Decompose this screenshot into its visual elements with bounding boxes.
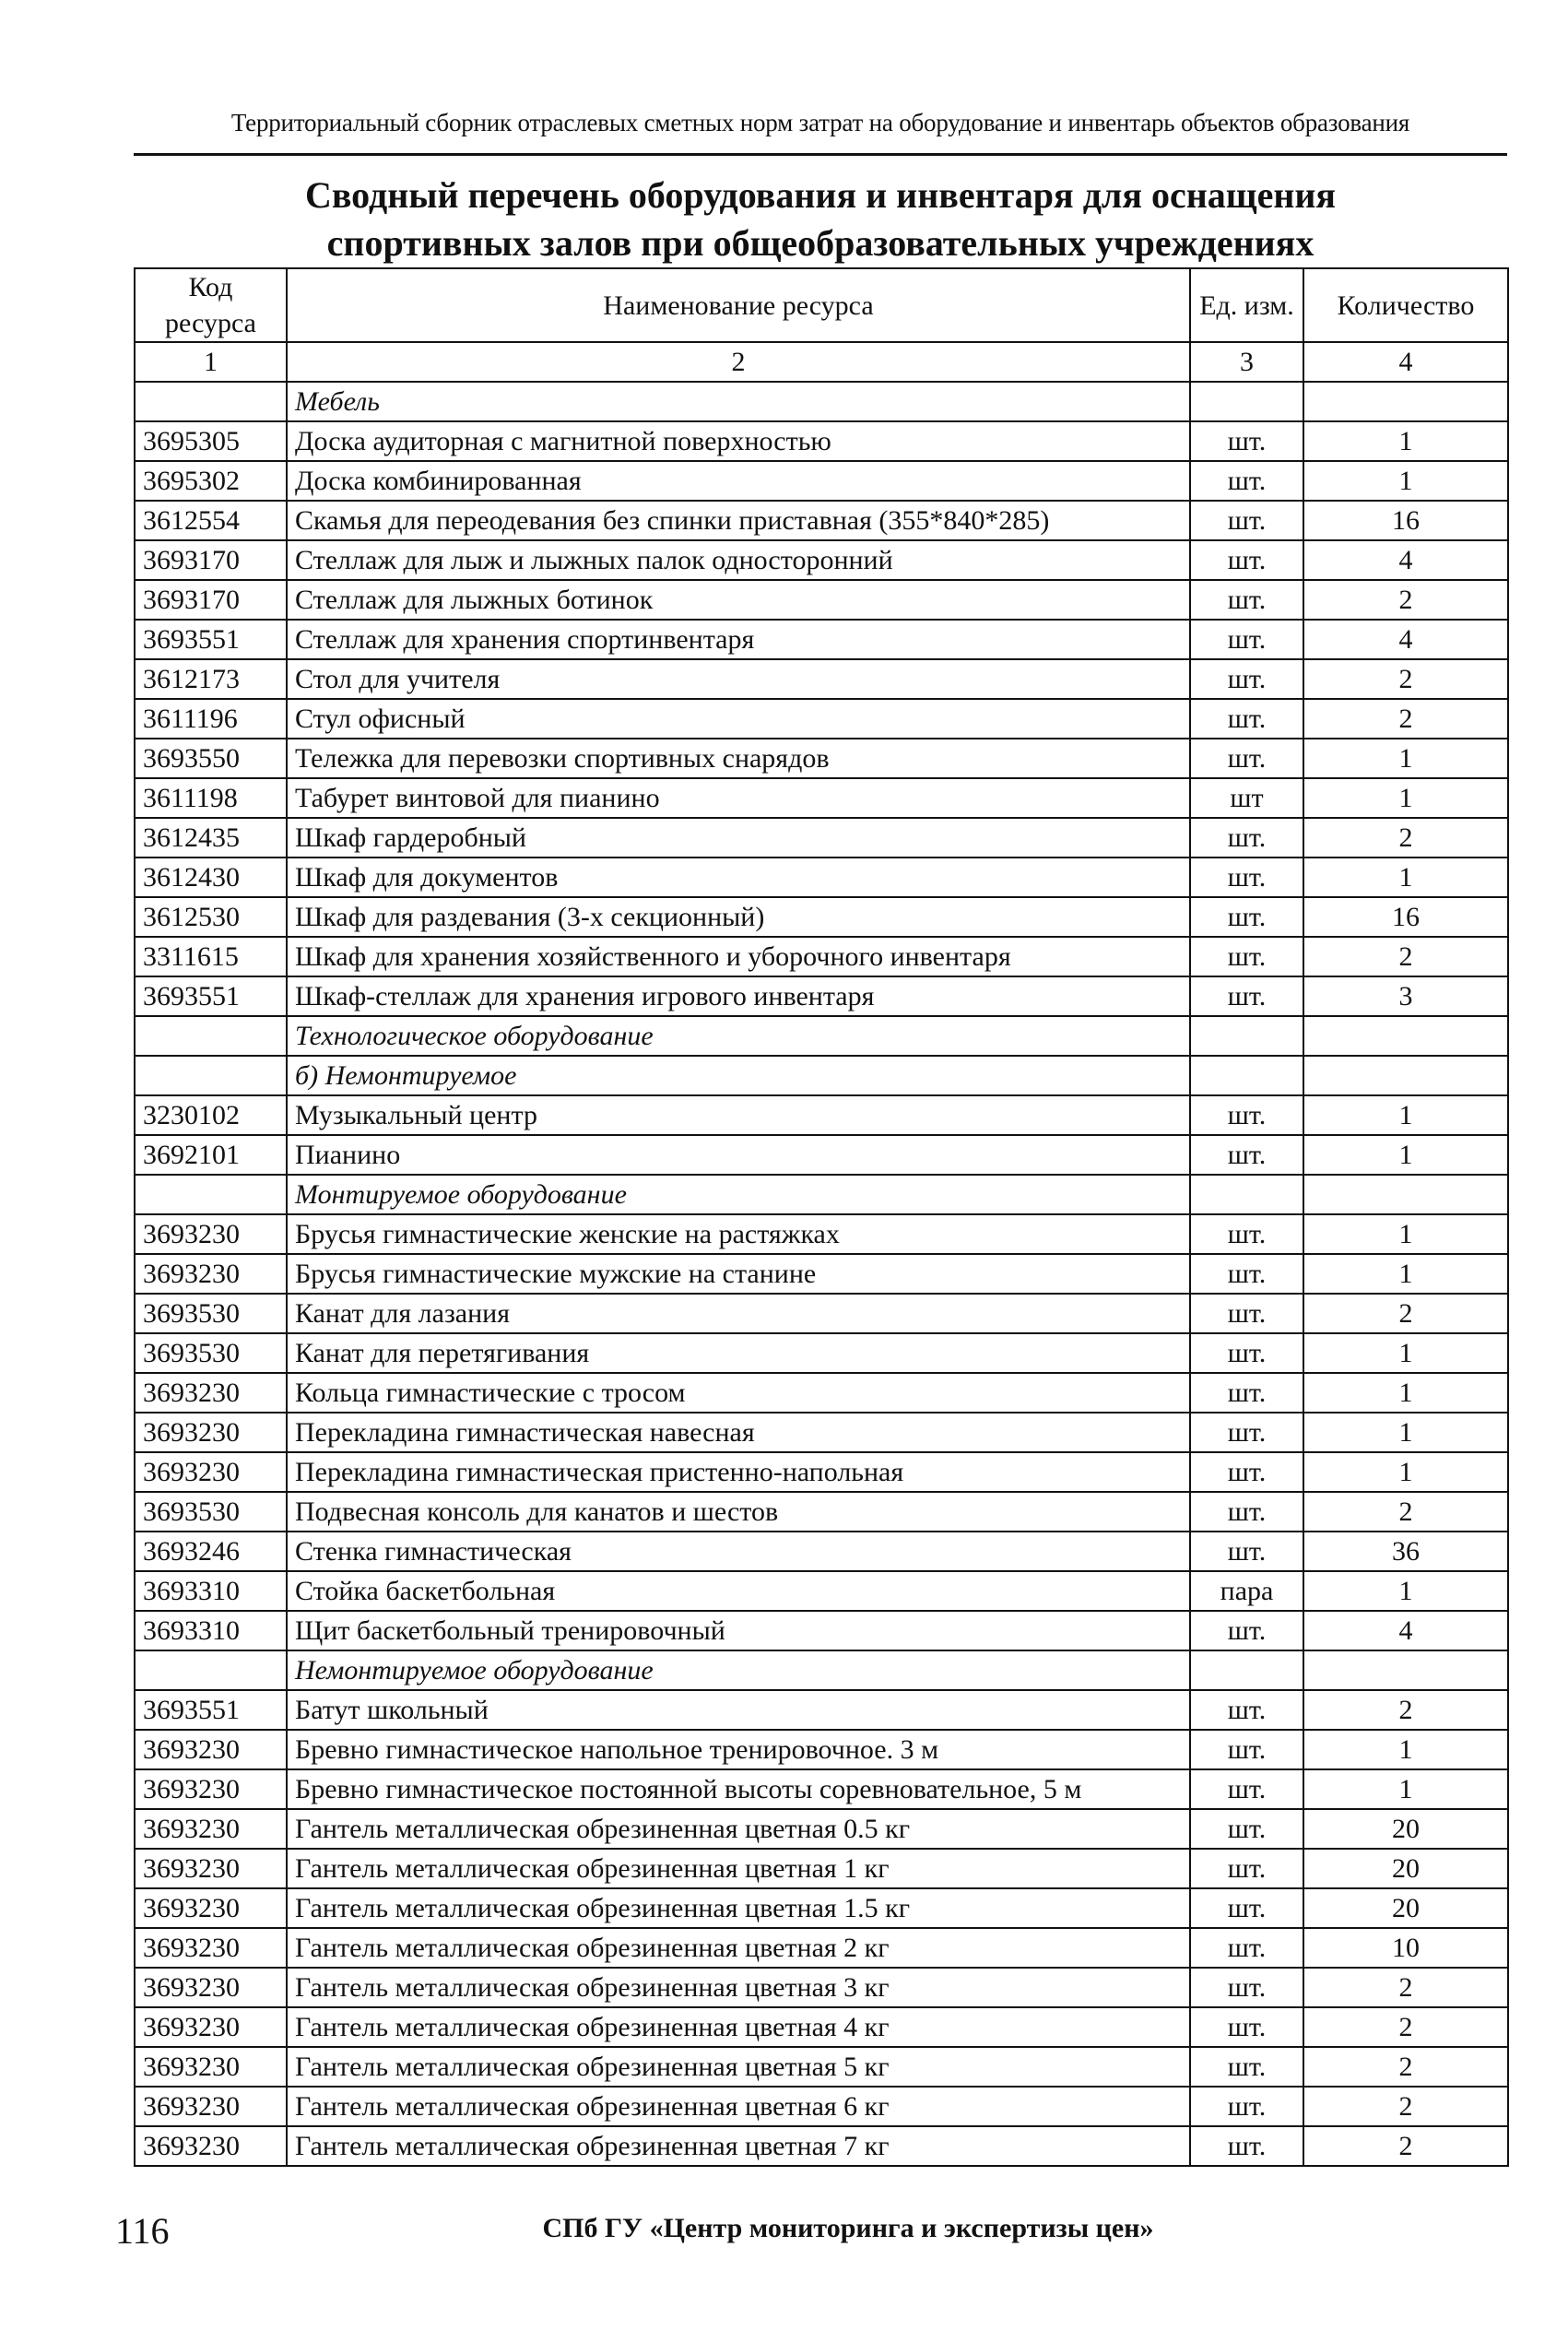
- resource-name: Шкаф для документов: [287, 858, 1190, 897]
- column-number: 4: [1303, 342, 1508, 382]
- resource-name: Гантель металлическая обрезиненная цветная 0.5 кг: [287, 1809, 1190, 1849]
- section-unit-cell: [1190, 1650, 1303, 1690]
- quantity-cell: 1: [1303, 1214, 1508, 1254]
- resource-name: Канат для лазания: [287, 1294, 1190, 1333]
- resource-code: 3693530: [135, 1492, 287, 1532]
- resource-code: 3693530: [135, 1294, 287, 1333]
- resource-name: Бревно гимнастическое напольное тренировочное. 3 м: [287, 1730, 1190, 1769]
- table-row: [135, 858, 1508, 897]
- quantity-cell: 1: [1303, 1095, 1508, 1135]
- quantity-cell: 1: [1303, 1135, 1508, 1175]
- section-code-cell: [135, 1650, 287, 1690]
- quantity-cell: 4: [1303, 620, 1508, 659]
- unit-cell: шт.: [1190, 461, 1303, 501]
- unit-cell: шт.: [1190, 1769, 1303, 1809]
- section-row: [135, 1175, 1508, 1214]
- section-qty-cell: [1303, 1056, 1508, 1095]
- resource-code: 3693230: [135, 1849, 287, 1888]
- quantity-cell: 2: [1303, 2126, 1508, 2166]
- resource-name: Шкаф для хранения хозяйственного и уборочного инвентаря: [287, 937, 1190, 976]
- table-row: [135, 1809, 1508, 1849]
- resource-code: 3693551: [135, 620, 287, 659]
- unit-cell: шт.: [1190, 2007, 1303, 2047]
- resource-name: Музыкальный центр: [287, 1095, 1190, 1135]
- quantity-cell: 2: [1303, 1294, 1508, 1333]
- unit-cell: шт.: [1190, 501, 1303, 540]
- unit-cell: шт.: [1190, 620, 1303, 659]
- column-number: 1: [135, 342, 287, 382]
- unit-cell: шт.: [1190, 739, 1303, 778]
- unit-cell: шт.: [1190, 2087, 1303, 2126]
- resource-name: Канат для перетягивания: [287, 1333, 1190, 1373]
- resource-name: Батут школьный: [287, 1690, 1190, 1730]
- table-row: [135, 1769, 1508, 1809]
- table-row: [135, 1214, 1508, 1254]
- section-title: Монтируемое оборудование: [287, 1175, 1190, 1214]
- quantity-cell: 1: [1303, 1452, 1508, 1492]
- unit-cell: шт.: [1190, 2047, 1303, 2087]
- section-qty-cell: [1303, 382, 1508, 421]
- resource-name: Шкаф для раздевания (3-х секционный): [287, 897, 1190, 937]
- section-code-cell: [135, 1056, 287, 1095]
- quantity-cell: 36: [1303, 1532, 1508, 1571]
- table-row: [135, 540, 1508, 580]
- resource-code: 3693230: [135, 2087, 287, 2126]
- table-row: [135, 2007, 1508, 2047]
- unit-cell: шт.: [1190, 1888, 1303, 1928]
- table-row: [135, 1135, 1508, 1175]
- table-row: [135, 937, 1508, 976]
- table-row: [135, 2087, 1508, 2126]
- quantity-cell: 16: [1303, 501, 1508, 540]
- section-unit-cell: [1190, 1016, 1303, 1056]
- resource-code: 3693230: [135, 1452, 287, 1492]
- table-row: [135, 2047, 1508, 2087]
- unit-cell: шт.: [1190, 1492, 1303, 1532]
- quantity-cell: 3: [1303, 976, 1508, 1016]
- quantity-cell: 16: [1303, 897, 1508, 937]
- quantity-cell: 2: [1303, 659, 1508, 699]
- document-title: [134, 172, 1507, 267]
- unit-cell: шт.: [1190, 976, 1303, 1016]
- table-row: [135, 1254, 1508, 1294]
- resource-code: 3693230: [135, 1888, 287, 1928]
- table-row: [135, 818, 1508, 858]
- resource-code: 3612530: [135, 897, 287, 937]
- table-row: [135, 1690, 1508, 1730]
- quantity-cell: 4: [1303, 1611, 1508, 1650]
- table-row: [135, 1532, 1508, 1571]
- quantity-cell: 1: [1303, 461, 1508, 501]
- resource-code: 3693230: [135, 1214, 287, 1254]
- quantity-cell: 4: [1303, 540, 1508, 580]
- resource-code: 3692101: [135, 1135, 287, 1175]
- resource-name: Подвесная консоль для канатов и шестов: [287, 1492, 1190, 1532]
- unit-cell: шт.: [1190, 1611, 1303, 1650]
- unit-cell: шт.: [1190, 421, 1303, 461]
- table-row: [135, 976, 1508, 1016]
- quantity-cell: 2: [1303, 2007, 1508, 2047]
- quantity-cell: 1: [1303, 1373, 1508, 1413]
- resource-name: Брусья гимнастические мужские на станине: [287, 1254, 1190, 1294]
- resource-name: Гантель металлическая обрезиненная цветная 6 кг: [287, 2087, 1190, 2126]
- resource-code: 3695302: [135, 461, 287, 501]
- quantity-cell: 1: [1303, 1730, 1508, 1769]
- quantity-cell: 1: [1303, 858, 1508, 897]
- unit-cell: шт: [1190, 778, 1303, 818]
- section-code-cell: [135, 1175, 287, 1214]
- quantity-cell: 2: [1303, 699, 1508, 739]
- quantity-cell: 2: [1303, 580, 1508, 620]
- section-code-cell: [135, 1016, 287, 1056]
- section-qty-cell: [1303, 1650, 1508, 1690]
- resource-name: Тележка для перевозки спортивных снарядов: [287, 739, 1190, 778]
- table-row: [135, 699, 1508, 739]
- resource-name: Скамья для переодевания без спинки приставная (355*840*285): [287, 501, 1190, 540]
- resource-code: 3693230: [135, 1928, 287, 1968]
- resource-code: 3693230: [135, 2047, 287, 2087]
- section-row: [135, 1016, 1508, 1056]
- table-row: [135, 1452, 1508, 1492]
- quantity-cell: 20: [1303, 1809, 1508, 1849]
- quantity-cell: 2: [1303, 818, 1508, 858]
- unit-cell: шт.: [1190, 937, 1303, 976]
- resource-name: Гантель металлическая обрезиненная цветная 3 кг: [287, 1968, 1190, 2007]
- table-row: [135, 2126, 1508, 2166]
- table-row: [135, 1968, 1508, 2007]
- unit-cell: шт.: [1190, 1095, 1303, 1135]
- unit-cell: шт.: [1190, 818, 1303, 858]
- resource-name: Брусья гимнастические женские на растяжках: [287, 1214, 1190, 1254]
- column-number: 3: [1190, 342, 1303, 382]
- section-title: Немонтируемое оборудование: [287, 1650, 1190, 1690]
- section-title: Мебель: [287, 382, 1190, 421]
- resource-code: 3612554: [135, 501, 287, 540]
- publisher-footer: СПб ГУ «Центр мониторинга и экспертизы цен»: [542, 2213, 1154, 2243]
- section-code-cell: [135, 382, 287, 421]
- quantity-cell: 2: [1303, 1492, 1508, 1532]
- unit-cell: шт.: [1190, 1214, 1303, 1254]
- section-unit-cell: [1190, 382, 1303, 421]
- resource-code: 3230102: [135, 1095, 287, 1135]
- section-row: [135, 382, 1508, 421]
- resource-name: Кольца гимнастические с тросом: [287, 1373, 1190, 1413]
- resource-name: Стеллаж для хранения спортинвентаря: [287, 620, 1190, 659]
- quantity-cell: 2: [1303, 937, 1508, 976]
- quantity-cell: 1: [1303, 1413, 1508, 1452]
- table-row: [135, 461, 1508, 501]
- table-row: [135, 1413, 1508, 1452]
- resource-name: Табурет винтовой для пианино: [287, 778, 1190, 818]
- resource-name: Гантель металлическая обрезиненная цветная 4 кг: [287, 2007, 1190, 2047]
- resource-name: Доска комбинированная: [287, 461, 1190, 501]
- resource-name: Гантель металлическая обрезиненная цветная 5 кг: [287, 2047, 1190, 2087]
- unit-cell: шт.: [1190, 1452, 1303, 1492]
- table-row: [135, 659, 1508, 699]
- resource-code: 3693230: [135, 1968, 287, 2007]
- resource-code: 3612173: [135, 659, 287, 699]
- table-row: [135, 897, 1508, 937]
- section-qty-cell: [1303, 1175, 1508, 1214]
- section-title: Технологическое оборудование: [287, 1016, 1190, 1056]
- column-number-row: [135, 342, 1508, 382]
- resource-name: Стеллаж для лыж и лыжных палок односторонний: [287, 540, 1190, 580]
- quantity-cell: 2: [1303, 1690, 1508, 1730]
- section-title: б) Немонтируемое: [287, 1056, 1190, 1095]
- table-row: [135, 1849, 1508, 1888]
- quantity-cell: 2: [1303, 2047, 1508, 2087]
- resource-name: Шкаф гардеробный: [287, 818, 1190, 858]
- resource-code: 3693230: [135, 1730, 287, 1769]
- unit-cell: шт.: [1190, 1730, 1303, 1769]
- unit-cell: шт.: [1190, 2126, 1303, 2166]
- table-header-row: [135, 268, 1508, 342]
- resource-code: 3693230: [135, 1413, 287, 1452]
- section-row: [135, 1056, 1508, 1095]
- resource-name: Щит баскетбольный тренировочный: [287, 1611, 1190, 1650]
- resource-code: 3695305: [135, 421, 287, 461]
- resource-name: Гантель металлическая обрезиненная цветная 1.5 кг: [287, 1888, 1190, 1928]
- unit-cell: шт.: [1190, 1532, 1303, 1571]
- quantity-cell: 1: [1303, 1254, 1508, 1294]
- unit-cell: шт.: [1190, 1294, 1303, 1333]
- unit-cell: шт.: [1190, 540, 1303, 580]
- resource-code: 3693230: [135, 2007, 287, 2047]
- header-name: Наименование ресурса: [287, 268, 1190, 342]
- unit-cell: шт.: [1190, 1135, 1303, 1175]
- section-qty-cell: [1303, 1016, 1508, 1056]
- table-row: [135, 778, 1508, 818]
- table-row: [135, 1294, 1508, 1333]
- section-unit-cell: [1190, 1175, 1303, 1214]
- resource-code: 3693230: [135, 1373, 287, 1413]
- resource-code: 3611198: [135, 778, 287, 818]
- table-row: [135, 1571, 1508, 1611]
- unit-cell: шт.: [1190, 699, 1303, 739]
- resource-code: 3612430: [135, 858, 287, 897]
- unit-cell: шт.: [1190, 1849, 1303, 1888]
- unit-cell: шт.: [1190, 1254, 1303, 1294]
- unit-cell: пара: [1190, 1571, 1303, 1611]
- resource-code: 3693310: [135, 1571, 287, 1611]
- unit-cell: шт.: [1190, 1333, 1303, 1373]
- table-row: [135, 1095, 1508, 1135]
- unit-cell: шт.: [1190, 1928, 1303, 1968]
- quantity-cell: 1: [1303, 739, 1508, 778]
- header-unit: Ед. изм.: [1190, 268, 1303, 342]
- resource-name: Стол для учителя: [287, 659, 1190, 699]
- resource-name: Доска аудиторная с магнитной поверхностью: [287, 421, 1190, 461]
- table-row: [135, 1611, 1508, 1650]
- resource-name: Перекладина гимнастическая навесная: [287, 1413, 1190, 1452]
- resource-code: 3693551: [135, 1690, 287, 1730]
- resource-code: 3693530: [135, 1333, 287, 1373]
- quantity-cell: 20: [1303, 1888, 1508, 1928]
- resource-code: 3612435: [135, 818, 287, 858]
- document-title-line-2: спортивных залов при общеобразовательных учреждениях: [326, 222, 1315, 264]
- resource-code: 3693230: [135, 1809, 287, 1849]
- resource-table: [134, 267, 1509, 2167]
- table-row: [135, 1888, 1508, 1928]
- resource-name: Гантель металлическая обрезиненная цветная 2 кг: [287, 1928, 1190, 1968]
- table-row: [135, 501, 1508, 540]
- page-number: 116: [115, 2210, 170, 2252]
- table-row: [135, 739, 1508, 778]
- resource-name: Стеллаж для лыжных ботинок: [287, 580, 1190, 620]
- table-row: [135, 620, 1508, 659]
- header-code: Код ресурса: [135, 268, 287, 342]
- resource-code: 3693230: [135, 1769, 287, 1809]
- quantity-cell: 2: [1303, 2087, 1508, 2126]
- resource-code: 3311615: [135, 937, 287, 976]
- table-row: [135, 1928, 1508, 1968]
- resource-code: 3693550: [135, 739, 287, 778]
- resource-name: Стойка баскетбольная: [287, 1571, 1190, 1611]
- resource-name: Гантель металлическая обрезиненная цветная 7 кг: [287, 2126, 1190, 2166]
- resource-name: Бревно гимнастическое постоянной высоты соревновательное, 5 м: [287, 1769, 1190, 1809]
- table-row: [135, 1492, 1508, 1532]
- page-header: Территориальный сборник отраслевых сметных норм затрат на оборудование и инвентарь объектов образования: [230, 109, 1410, 136]
- resource-code: 3693551: [135, 976, 287, 1016]
- resource-name: Шкаф-стеллаж для хранения игрового инвентаря: [287, 976, 1190, 1016]
- table-row: [135, 1373, 1508, 1413]
- unit-cell: шт.: [1190, 1809, 1303, 1849]
- unit-cell: шт.: [1190, 858, 1303, 897]
- column-number: 2: [287, 342, 1190, 382]
- unit-cell: шт.: [1190, 580, 1303, 620]
- unit-cell: шт.: [1190, 1413, 1303, 1452]
- resource-code: 3693246: [135, 1532, 287, 1571]
- quantity-cell: 1: [1303, 778, 1508, 818]
- quantity-cell: 1: [1303, 1571, 1508, 1611]
- resource-code: 3693170: [135, 540, 287, 580]
- resource-code: 3693170: [135, 580, 287, 620]
- unit-cell: шт.: [1190, 1690, 1303, 1730]
- quantity-cell: 20: [1303, 1849, 1508, 1888]
- resource-code: 3693230: [135, 1254, 287, 1294]
- quantity-cell: 10: [1303, 1928, 1508, 1968]
- unit-cell: шт.: [1190, 659, 1303, 699]
- quantity-cell: 2: [1303, 1968, 1508, 2007]
- unit-cell: шт.: [1190, 897, 1303, 937]
- table-body: [135, 382, 1508, 2166]
- table-row: [135, 421, 1508, 461]
- table-row: [135, 1730, 1508, 1769]
- header-rule: [134, 153, 1507, 156]
- unit-cell: шт.: [1190, 1373, 1303, 1413]
- resource-code: 3693230: [135, 2126, 287, 2166]
- quantity-cell: 1: [1303, 421, 1508, 461]
- quantity-cell: 1: [1303, 1769, 1508, 1809]
- resource-code: 3611196: [135, 699, 287, 739]
- section-row: [135, 1650, 1508, 1690]
- resource-name: Стенка гимнастическая: [287, 1532, 1190, 1571]
- resource-name: Пианино: [287, 1135, 1190, 1175]
- table-row: [135, 1333, 1508, 1373]
- quantity-cell: 1: [1303, 1333, 1508, 1373]
- resource-name: Гантель металлическая обрезиненная цветная 1 кг: [287, 1849, 1190, 1888]
- header-qty: Количество: [1303, 268, 1508, 342]
- resource-name: Стул офисный: [287, 699, 1190, 739]
- section-unit-cell: [1190, 1056, 1303, 1095]
- unit-cell: шт.: [1190, 1968, 1303, 2007]
- document-title-line-1: Сводный перечень оборудования и инвентаря для оснащения: [304, 174, 1337, 216]
- resource-code: 3693310: [135, 1611, 287, 1650]
- table-row: [135, 580, 1508, 620]
- resource-name: Перекладина гимнастическая пристенно-напольная: [287, 1452, 1190, 1492]
